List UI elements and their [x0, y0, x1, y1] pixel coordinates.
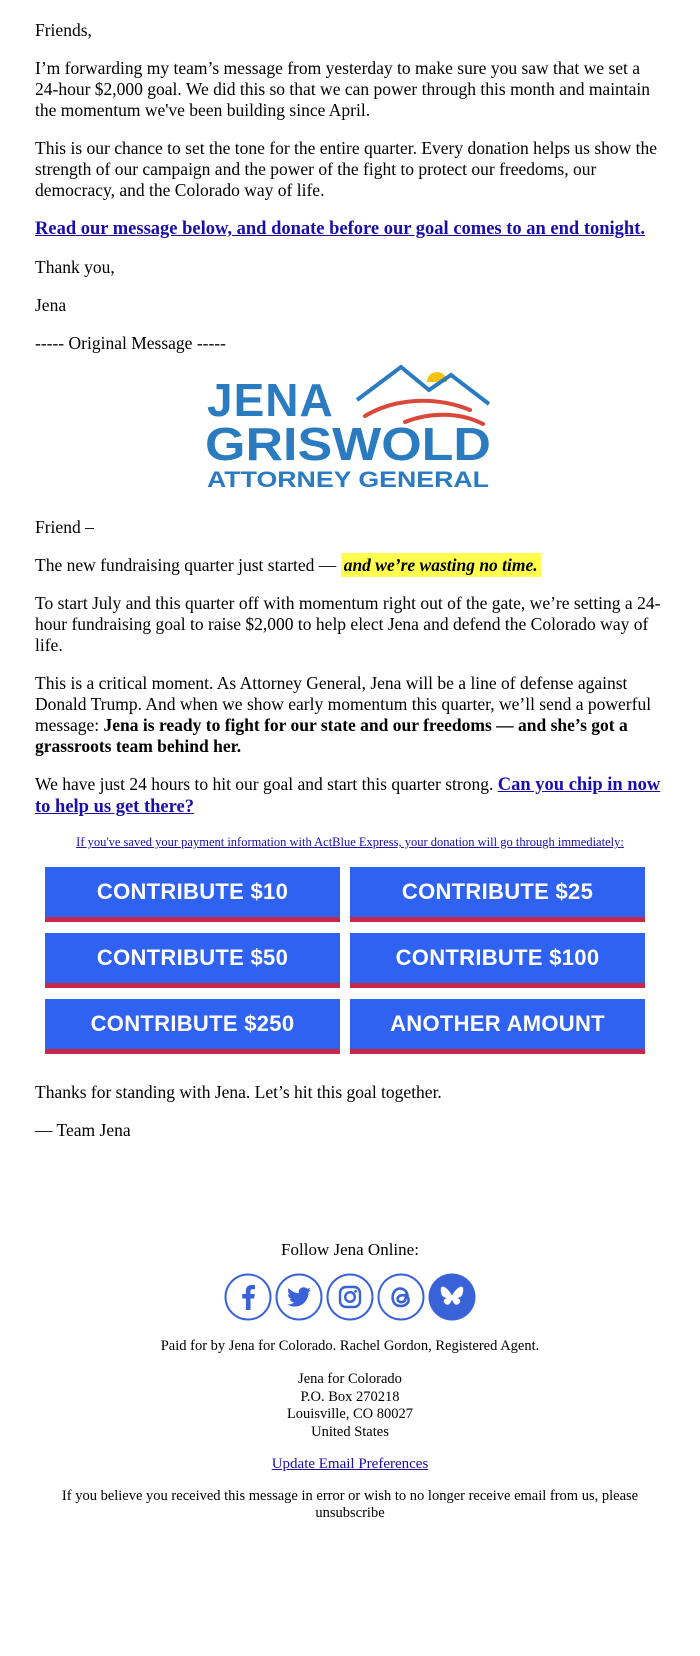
contribute-50-button[interactable]: CONTRIBUTE $50 [45, 933, 340, 988]
p1-text: The new fundraising quarter just started — [35, 555, 341, 575]
logo-name-last: GRISWOLD [205, 418, 491, 470]
original-message [0, 517, 700, 818]
closing-signature: — Team Jena [35, 1120, 131, 1140]
original-message-divider: ----- Original Message ----- [35, 333, 226, 353]
threads-icon[interactable] [377, 1273, 425, 1321]
facebook-icon[interactable] [224, 1273, 272, 1321]
unsubscribe-text[interactable]: If you believe you received this message in error or wish to no longer receive email from us, please unsubscribe [61, 1488, 639, 1521]
instagram-icon[interactable] [326, 1273, 374, 1321]
donation-buttons [0, 867, 700, 1054]
bluesky-icon[interactable] [428, 1273, 476, 1321]
highlighted-text: and we’re wasting no time. [341, 553, 541, 577]
update-email-preferences-link[interactable]: Update Email Preferences [271, 1456, 429, 1472]
social-icons [0, 1273, 700, 1321]
address-line-4: United States [311, 1423, 389, 1440]
message-paragraph-1 [35, 555, 665, 576]
preferences-row [0, 1455, 700, 1473]
address-line-2: P.O. Box 270218 [300, 1388, 400, 1405]
signature-text: Jena [35, 295, 67, 315]
p4-text: We have just 24 hours to hit our goal and start this quarter strong. [35, 774, 498, 794]
chip-in-link[interactable]: Can you chip in now to help us get there? [35, 775, 661, 817]
campaign-logo [0, 364, 700, 499]
address-line-1: Jena for Colorado [298, 1371, 402, 1387]
message-paragraph-4 [35, 774, 665, 818]
logo-title: ATTORNEY GENERAL [207, 467, 489, 492]
mailing-address [0, 1371, 700, 1441]
logo-graphic [205, 364, 495, 494]
logo-name-first: JENA [207, 374, 334, 426]
forward-intro [0, 0, 700, 354]
logo-mountains [357, 367, 489, 404]
message-paragraph-2: To start July and this quarter off with momentum right out of the gate, we’re setting a 24-hour fundraising goal to raise $2,000 to help elect Jena and defend the Colorado way of life. [35, 593, 661, 655]
twitter-icon[interactable] [275, 1273, 323, 1321]
address-line-3: Louisville, CO 80027 [286, 1406, 414, 1422]
intro-paragraph-2: This is our chance to set the tone for the entire quarter. Every donation helps us show the strength of our campaign and the power of the fight to protect our freedoms, our democracy, and the Colorado way of life. [35, 138, 658, 200]
read-message-link[interactable]: Read our message below, and donate before our goal comes to an end tonight. [35, 219, 646, 239]
paid-for-disclaimer: Paid for by Jena for Colorado. Rachel Gordon, Registered Agent. [160, 1338, 540, 1354]
closing [0, 1082, 700, 1141]
actblue-express-link[interactable]: If you've saved your payment information with ActBlue Express, your donation will go through immediately: [76, 835, 624, 849]
footer [0, 1241, 700, 1522]
contribute-25-button[interactable]: CONTRIBUTE $25 [350, 867, 645, 922]
salutation: Friend – [35, 517, 94, 537]
intro-paragraph-1: I’m forwarding my team’s message from yesterday to make sure you saw that we set a 24-hour $2,000 goal. We did this so that we can power through this month and maintain the momentum we've been building since April. [35, 58, 651, 120]
contribute-250-button[interactable]: CONTRIBUTE $250 [45, 999, 340, 1054]
actblue-express-note [0, 835, 700, 850]
greeting: Friends, [35, 20, 92, 40]
p3-text: This is a critical moment. As Attorney General, Jena will be a line of defense against Donald Trump. And when we show early momentum this quarter, we’ll send a powerful message: [35, 673, 652, 735]
closing-paragraph: Thanks for standing with Jena. Let’s hit this goal together. [35, 1082, 442, 1102]
message-paragraph-3 [35, 673, 665, 757]
another-amount-button[interactable]: ANOTHER AMOUNT [350, 999, 645, 1054]
follow-heading: Follow Jena Online: [281, 1240, 419, 1259]
contribute-10-button[interactable]: CONTRIBUTE $10 [45, 867, 340, 922]
thanks-text: Thank you, [35, 257, 115, 277]
p3-bold-text: Jena is ready to fight for our state and our freedoms — and she’s got a grassroots team behind her. [35, 715, 628, 756]
contribute-100-button[interactable]: CONTRIBUTE $100 [350, 933, 645, 988]
intro-cta-paragraph [35, 218, 665, 240]
